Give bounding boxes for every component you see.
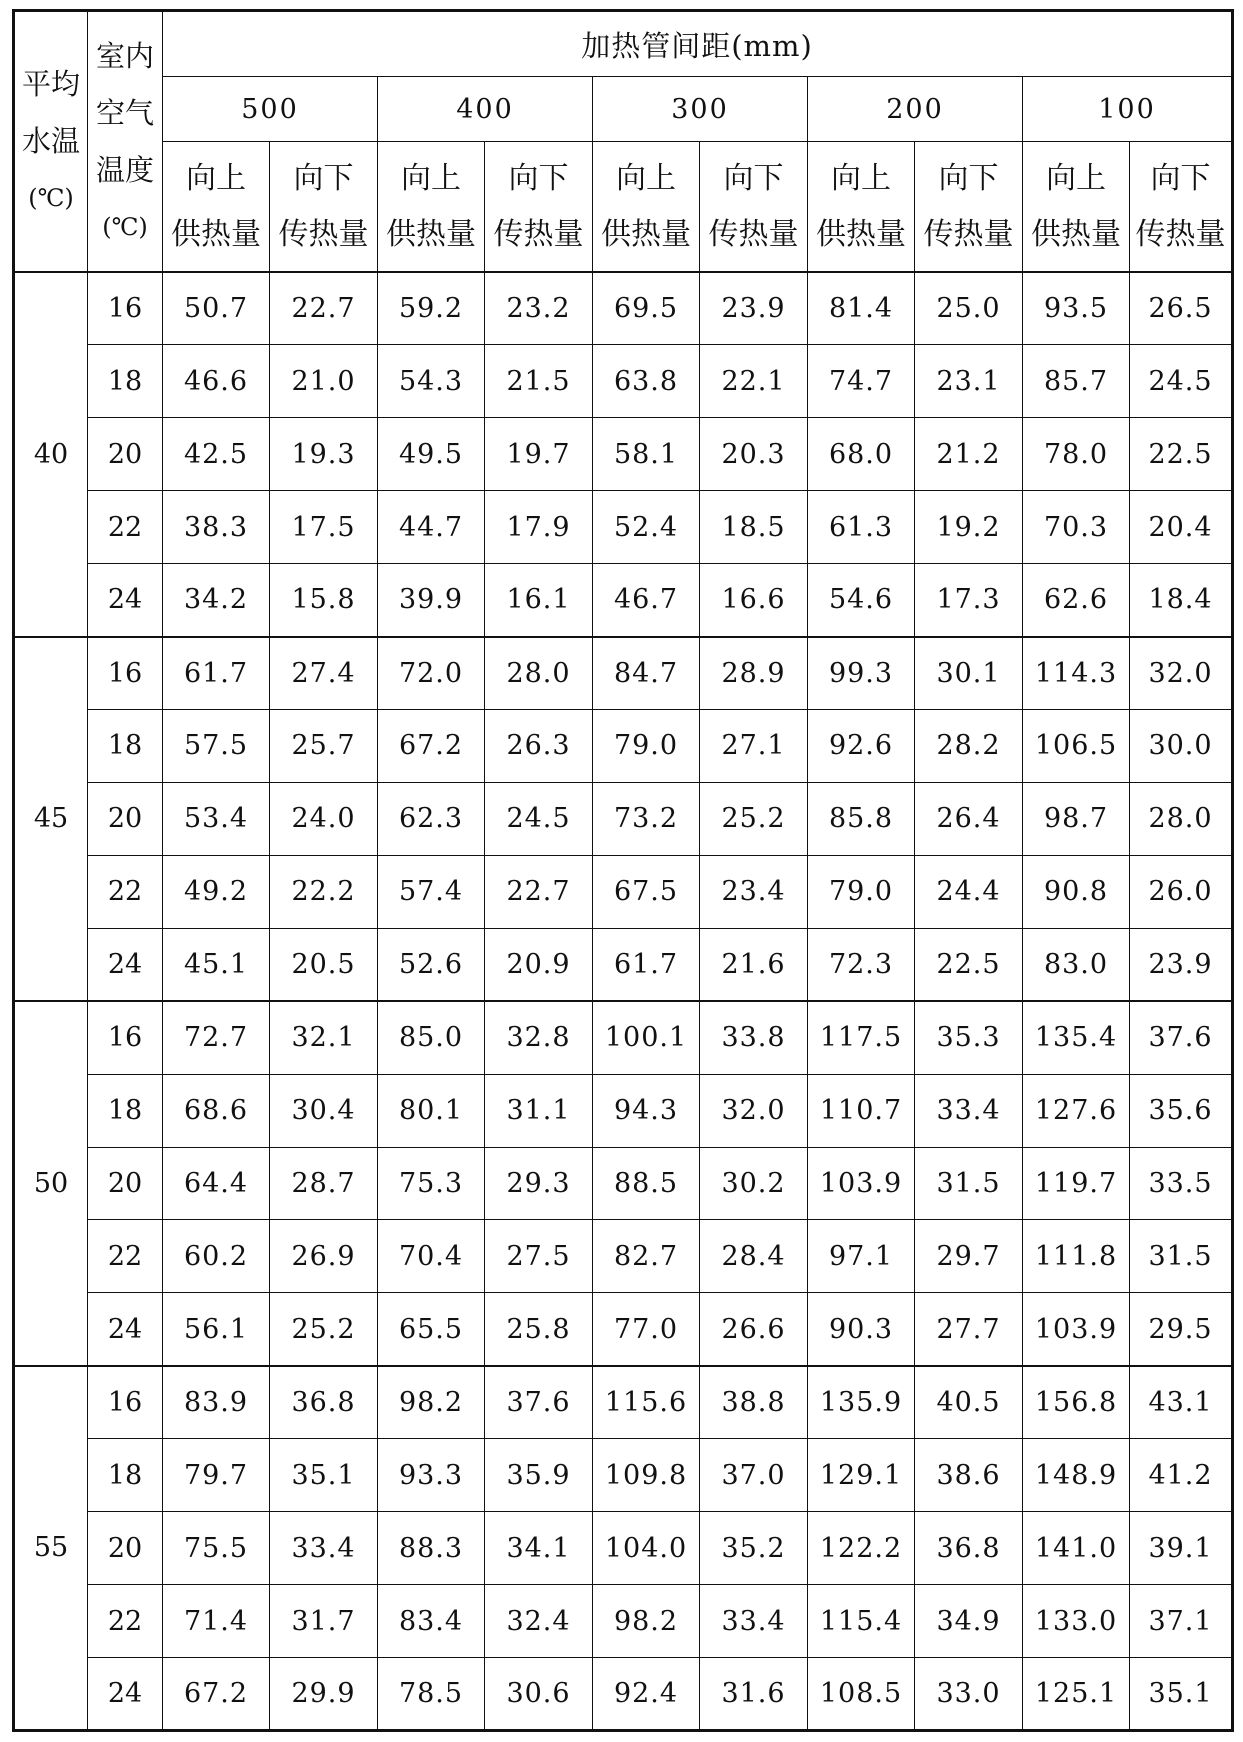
header-room-temp-line-2: 空气 [95,95,154,130]
upward-heat-header-line-1: 向上 [186,160,246,196]
downward-heat-value: 28.2 [915,710,1023,783]
upward-heat-value: 115.6 [593,1366,700,1439]
downward-heat-value: 43.1 [1130,1366,1233,1439]
downward-heat-value: 27.1 [700,710,808,783]
upward-heat-header-line-2: 供热量 [171,216,261,252]
upward-heat-header-line-2: 供热量 [816,216,906,252]
spacing-header-100: 100 [1023,77,1233,142]
upward-heat-value: 74.7 [808,345,915,418]
upward-heat-value: 49.5 [378,418,485,491]
upward-heat-header-line-2: 供热量 [1031,216,1121,252]
upward-heat-value: 82.7 [593,1220,700,1293]
downward-heat-value: 21.2 [915,418,1023,491]
downward-heat-value: 35.2 [700,1512,808,1585]
upward-heat-value: 71.4 [163,1585,270,1658]
downward-heat-value: 29.7 [915,1220,1023,1293]
table-row [14,1512,1233,1585]
downward-heat-header-line-1: 向下 [723,160,784,196]
downward-heat-value: 23.9 [1130,928,1233,1001]
upward-heat-header [1023,142,1130,273]
downward-heat-value: 18.4 [1130,564,1233,637]
downward-heat-value: 32.1 [270,1001,378,1074]
downward-heat-value: 25.7 [270,710,378,783]
upward-heat-value: 92.6 [808,710,915,783]
downward-heat-header-line-1: 向下 [508,160,569,196]
upward-heat-value: 78.0 [1023,418,1130,491]
table-row [14,855,1233,928]
downward-heat-value: 19.3 [270,418,378,491]
upward-heat-value: 156.8 [1023,1366,1130,1439]
table-row [14,928,1233,1001]
downward-heat-value: 21.6 [700,928,808,1001]
room-temp-cell: 24 [88,1293,163,1366]
downward-heat-header-line-1: 向下 [1150,160,1211,196]
upward-heat-value: 42.5 [163,418,270,491]
downward-heat-header-line-2: 传热量 [923,216,1014,252]
downward-heat-value: 28.0 [1130,782,1233,855]
upward-heat-header-line-1: 向上 [831,160,891,196]
downward-heat-value: 28.4 [700,1220,808,1293]
upward-heat-value: 45.1 [163,928,270,1001]
upward-heat-header-line-1: 向上 [401,160,461,196]
upward-heat-value: 46.6 [163,345,270,418]
downward-heat-value: 27.4 [270,637,378,710]
downward-heat-value: 37.0 [700,1439,808,1512]
downward-heat-value: 20.9 [485,928,593,1001]
downward-heat-value: 41.2 [1130,1439,1233,1512]
room-temp-cell: 18 [88,1439,163,1512]
table-row [14,418,1233,491]
downward-heat-value: 32.0 [700,1074,808,1147]
downward-heat-value: 34.1 [485,1512,593,1585]
upward-heat-value: 92.4 [593,1658,700,1731]
upward-heat-value: 61.7 [593,928,700,1001]
downward-heat-value: 32.8 [485,1001,593,1074]
heat-transfer-table [12,9,1234,1732]
table-row [14,782,1233,855]
spacing-header-500: 500 [163,77,378,142]
downward-heat-value: 23.9 [700,272,808,345]
downward-heat-value: 29.9 [270,1658,378,1731]
upward-heat-value: 34.2 [163,564,270,637]
header-water-temp-line-2: 水温 [21,124,80,158]
upward-heat-value: 73.2 [593,782,700,855]
downward-heat-value: 25.2 [700,782,808,855]
downward-heat-value: 24.5 [1130,345,1233,418]
room-temp-cell: 18 [88,710,163,783]
downward-heat-value: 39.1 [1130,1512,1233,1585]
downward-heat-value: 38.6 [915,1439,1023,1512]
upward-heat-header [163,142,270,273]
room-temp-cell: 20 [88,782,163,855]
downward-heat-value: 16.1 [485,564,593,637]
upward-heat-value: 127.6 [1023,1074,1130,1147]
upward-heat-value: 61.7 [163,637,270,710]
upward-heat-value: 103.9 [1023,1293,1130,1366]
room-temp-cell: 22 [88,491,163,564]
downward-heat-value: 22.7 [485,855,593,928]
room-temp-cell: 20 [88,1512,163,1585]
downward-heat-value: 35.6 [1130,1074,1233,1147]
downward-heat-header-line-2: 传热量 [1135,216,1226,252]
table-row [14,1220,1233,1293]
table-row [14,1074,1233,1147]
upward-heat-value: 67.2 [163,1658,270,1731]
downward-heat-value: 28.0 [485,637,593,710]
downward-heat-value: 22.2 [270,855,378,928]
upward-heat-value: 57.5 [163,710,270,783]
downward-heat-value: 24.4 [915,855,1023,928]
downward-heat-value: 26.5 [1130,272,1233,345]
upward-heat-value: 85.7 [1023,345,1130,418]
upward-heat-header-line-1: 向上 [616,160,676,196]
room-temp-cell: 16 [88,272,163,345]
header-water-temp-unit: (℃) [28,184,74,212]
room-temp-cell: 24 [88,1658,163,1731]
upward-heat-value: 52.4 [593,491,700,564]
spacing-row [14,77,1233,142]
downward-heat-value: 35.3 [915,1001,1023,1074]
downward-heat-value: 33.4 [915,1074,1023,1147]
downward-heat-value: 27.5 [485,1220,593,1293]
downward-heat-value: 15.8 [270,564,378,637]
downward-heat-value: 40.5 [915,1366,1023,1439]
upward-heat-value: 100.1 [593,1001,700,1074]
downward-heat-value: 23.1 [915,345,1023,418]
downward-heat-value: 20.5 [270,928,378,1001]
upward-heat-value: 104.0 [593,1512,700,1585]
upward-heat-value: 52.6 [378,928,485,1001]
table-body [14,272,1233,1731]
upward-heat-value: 119.7 [1023,1147,1130,1220]
downward-heat-value: 22.7 [270,272,378,345]
table-row [14,1147,1233,1220]
table-row [14,637,1233,710]
upward-heat-value: 88.5 [593,1147,700,1220]
upward-heat-value: 114.3 [1023,637,1130,710]
downward-heat-value: 24.5 [485,782,593,855]
upward-heat-value: 125.1 [1023,1658,1130,1731]
downward-heat-header-line-1: 向下 [938,160,999,196]
upward-heat-value: 94.3 [593,1074,700,1147]
downward-heat-header [700,142,808,273]
upward-heat-value: 61.3 [808,491,915,564]
upward-heat-header [378,142,485,273]
heat-transfer-table-container [12,9,1231,1732]
downward-heat-value: 31.6 [700,1658,808,1731]
upward-heat-value: 90.8 [1023,855,1130,928]
room-temp-cell: 18 [88,1074,163,1147]
downward-heat-value: 37.6 [1130,1001,1233,1074]
upward-heat-value: 50.7 [163,272,270,345]
upward-heat-value: 67.5 [593,855,700,928]
upward-heat-value: 129.1 [808,1439,915,1512]
water-temp-cell: 50 [14,1001,88,1366]
downward-heat-header-line-2: 传热量 [278,216,369,252]
downward-heat-value: 27.7 [915,1293,1023,1366]
downward-heat-value: 21.5 [485,345,593,418]
upward-heat-value: 57.4 [378,855,485,928]
upward-heat-value: 98.2 [593,1585,700,1658]
downward-heat-value: 30.1 [915,637,1023,710]
upward-heat-value: 110.7 [808,1074,915,1147]
upward-heat-value: 77.0 [593,1293,700,1366]
upward-heat-value: 59.2 [378,272,485,345]
downward-heat-value: 25.8 [485,1293,593,1366]
header-room-temp [88,11,163,273]
upward-heat-value: 64.4 [163,1147,270,1220]
downward-heat-value: 31.5 [915,1147,1023,1220]
upward-heat-value: 133.0 [1023,1585,1130,1658]
upward-heat-value: 72.7 [163,1001,270,1074]
downward-heat-value: 31.5 [1130,1220,1233,1293]
downward-heat-value: 20.3 [700,418,808,491]
table-row [14,491,1233,564]
upward-heat-value: 53.4 [163,782,270,855]
room-temp-cell: 16 [88,1366,163,1439]
table-row [14,564,1233,637]
upward-heat-value: 75.3 [378,1147,485,1220]
upward-heat-value: 75.5 [163,1512,270,1585]
table-header [14,11,1233,273]
upward-heat-value: 84.7 [593,637,700,710]
upward-heat-value: 39.9 [378,564,485,637]
upward-heat-value: 115.4 [808,1585,915,1658]
table-row [14,1658,1233,1731]
upward-heat-value: 79.7 [163,1439,270,1512]
upward-heat-value: 111.8 [1023,1220,1130,1293]
downward-heat-value: 25.0 [915,272,1023,345]
downward-heat-value: 30.0 [1130,710,1233,783]
upward-heat-value: 67.2 [378,710,485,783]
downward-heat-header-line-2: 传热量 [708,216,799,252]
downward-heat-value: 17.3 [915,564,1023,637]
room-temp-cell: 22 [88,1220,163,1293]
table-row [14,1366,1233,1439]
room-temp-cell: 24 [88,928,163,1001]
upward-heat-value: 54.3 [378,345,485,418]
downward-heat-value: 36.8 [915,1512,1023,1585]
upward-heat-value: 72.3 [808,928,915,1001]
upward-heat-value: 83.4 [378,1585,485,1658]
spacing-header-200: 200 [808,77,1023,142]
header-pipe-spacing: 加热管间距(mm) [163,11,1233,77]
upward-heat-value: 62.6 [1023,564,1130,637]
downward-heat-value: 32.0 [1130,637,1233,710]
downward-heat-value: 26.4 [915,782,1023,855]
downward-heat-header-line-1: 向下 [293,160,354,196]
upward-heat-value: 97.1 [808,1220,915,1293]
downward-heat-value: 21.0 [270,345,378,418]
upward-heat-header-line-2: 供热量 [386,216,476,252]
downward-heat-value: 33.4 [270,1512,378,1585]
room-temp-cell: 18 [88,345,163,418]
upward-heat-value: 93.5 [1023,272,1130,345]
upward-heat-value: 135.4 [1023,1001,1130,1074]
upward-heat-value: 88.3 [378,1512,485,1585]
downward-heat-value: 37.1 [1130,1585,1233,1658]
downward-heat-value: 35.1 [1130,1658,1233,1731]
upward-heat-value: 109.8 [593,1439,700,1512]
upward-heat-value: 83.0 [1023,928,1130,1001]
downward-heat-value: 18.5 [700,491,808,564]
spacing-header-300: 300 [593,77,808,142]
upward-heat-value: 62.3 [378,782,485,855]
downward-heat-value: 22.5 [1130,418,1233,491]
upward-heat-value: 141.0 [1023,1512,1130,1585]
downward-heat-header [485,142,593,273]
downward-heat-value: 29.5 [1130,1293,1233,1366]
downward-heat-value: 20.4 [1130,491,1233,564]
table-row [14,272,1233,345]
downward-heat-value: 22.5 [915,928,1023,1001]
downward-heat-value: 30.2 [700,1147,808,1220]
upward-heat-value: 70.4 [378,1220,485,1293]
water-temp-cell: 55 [14,1366,88,1731]
upward-heat-value: 38.3 [163,491,270,564]
upward-heat-value: 99.3 [808,637,915,710]
upward-heat-value: 68.0 [808,418,915,491]
upward-heat-header-line-2: 供热量 [601,216,691,252]
table-row [14,1293,1233,1366]
downward-heat-value: 23.4 [700,855,808,928]
downward-heat-value: 32.4 [485,1585,593,1658]
upward-heat-value: 49.2 [163,855,270,928]
table-row [14,345,1233,418]
downward-heat-value: 25.2 [270,1293,378,1366]
upward-heat-value: 70.3 [1023,491,1130,564]
downward-heat-value: 26.3 [485,710,593,783]
downward-heat-value: 31.7 [270,1585,378,1658]
header-water-temp-line-1: 平均 [21,67,80,101]
spacing-header-400: 400 [378,77,593,142]
upward-heat-value: 65.5 [378,1293,485,1366]
downward-heat-header [915,142,1023,273]
upward-heat-value: 44.7 [378,491,485,564]
upward-heat-value: 103.9 [808,1147,915,1220]
upward-heat-value: 98.2 [378,1366,485,1439]
upward-heat-value: 79.0 [808,855,915,928]
upward-heat-header [593,142,700,273]
sub-header-row [14,142,1233,273]
downward-heat-value: 31.1 [485,1074,593,1147]
downward-heat-value: 30.6 [485,1658,593,1731]
downward-heat-value: 30.4 [270,1074,378,1147]
upward-heat-value: 85.8 [808,782,915,855]
upward-heat-value: 106.5 [1023,710,1130,783]
table-row [14,1585,1233,1658]
downward-heat-value: 37.6 [485,1366,593,1439]
downward-heat-value: 28.9 [700,637,808,710]
downward-heat-value: 28.7 [270,1147,378,1220]
header-room-temp-line-3: 温度 [95,152,154,187]
upward-heat-value: 80.1 [378,1074,485,1147]
header-room-temp-unit: (℃) [102,212,148,241]
room-temp-cell: 16 [88,1001,163,1074]
downward-heat-value: 26.0 [1130,855,1233,928]
upward-heat-value: 83.9 [163,1366,270,1439]
upward-heat-value: 98.7 [1023,782,1130,855]
downward-heat-value: 33.4 [700,1585,808,1658]
upward-heat-value: 79.0 [593,710,700,783]
upward-heat-value: 108.5 [808,1658,915,1731]
downward-heat-value: 33.8 [700,1001,808,1074]
header-water-temp [14,11,88,273]
downward-heat-value: 16.6 [700,564,808,637]
room-temp-cell: 22 [88,855,163,928]
room-temp-cell: 22 [88,1585,163,1658]
downward-heat-value: 36.8 [270,1366,378,1439]
upward-heat-value: 90.3 [808,1293,915,1366]
downward-heat-value: 19.2 [915,491,1023,564]
upward-heat-value: 58.1 [593,418,700,491]
water-temp-cell: 40 [14,272,88,637]
upward-heat-value: 93.3 [378,1439,485,1512]
room-temp-cell: 20 [88,418,163,491]
downward-heat-value: 17.9 [485,491,593,564]
upward-heat-value: 85.0 [378,1001,485,1074]
room-temp-cell: 24 [88,564,163,637]
downward-heat-value: 17.5 [270,491,378,564]
downward-heat-value: 35.1 [270,1439,378,1512]
upward-heat-header-line-1: 向上 [1046,160,1106,196]
room-temp-cell: 20 [88,1147,163,1220]
downward-heat-header [270,142,378,273]
upward-heat-value: 81.4 [808,272,915,345]
downward-heat-header [1130,142,1233,273]
upward-heat-value: 117.5 [808,1001,915,1074]
table-row [14,1001,1233,1074]
downward-heat-value: 19.7 [485,418,593,491]
upward-heat-value: 56.1 [163,1293,270,1366]
downward-heat-value: 23.2 [485,272,593,345]
table-row [14,1439,1233,1512]
upward-heat-value: 68.6 [163,1074,270,1147]
water-temp-cell: 45 [14,637,88,1002]
upward-heat-value: 78.5 [378,1658,485,1731]
downward-heat-header-line-2: 传热量 [493,216,584,252]
downward-heat-value: 29.3 [485,1147,593,1220]
upward-heat-value: 63.8 [593,345,700,418]
downward-heat-value: 33.5 [1130,1147,1233,1220]
upward-heat-value: 72.0 [378,637,485,710]
header-room-temp-line-1: 室内 [95,38,154,73]
upward-heat-value: 135.9 [808,1366,915,1439]
downward-heat-value: 34.9 [915,1585,1023,1658]
upward-heat-value: 60.2 [163,1220,270,1293]
upward-heat-value: 54.6 [808,564,915,637]
upward-heat-value: 122.2 [808,1512,915,1585]
downward-heat-value: 38.8 [700,1366,808,1439]
upward-heat-value: 148.9 [1023,1439,1130,1512]
downward-heat-value: 26.6 [700,1293,808,1366]
downward-heat-value: 35.9 [485,1439,593,1512]
upward-heat-header [808,142,915,273]
downward-heat-value: 26.9 [270,1220,378,1293]
downward-heat-value: 33.0 [915,1658,1023,1731]
upward-heat-value: 69.5 [593,272,700,345]
upward-heat-value: 46.7 [593,564,700,637]
downward-heat-value: 24.0 [270,782,378,855]
downward-heat-value: 22.1 [700,345,808,418]
room-temp-cell: 16 [88,637,163,710]
table-row [14,710,1233,783]
